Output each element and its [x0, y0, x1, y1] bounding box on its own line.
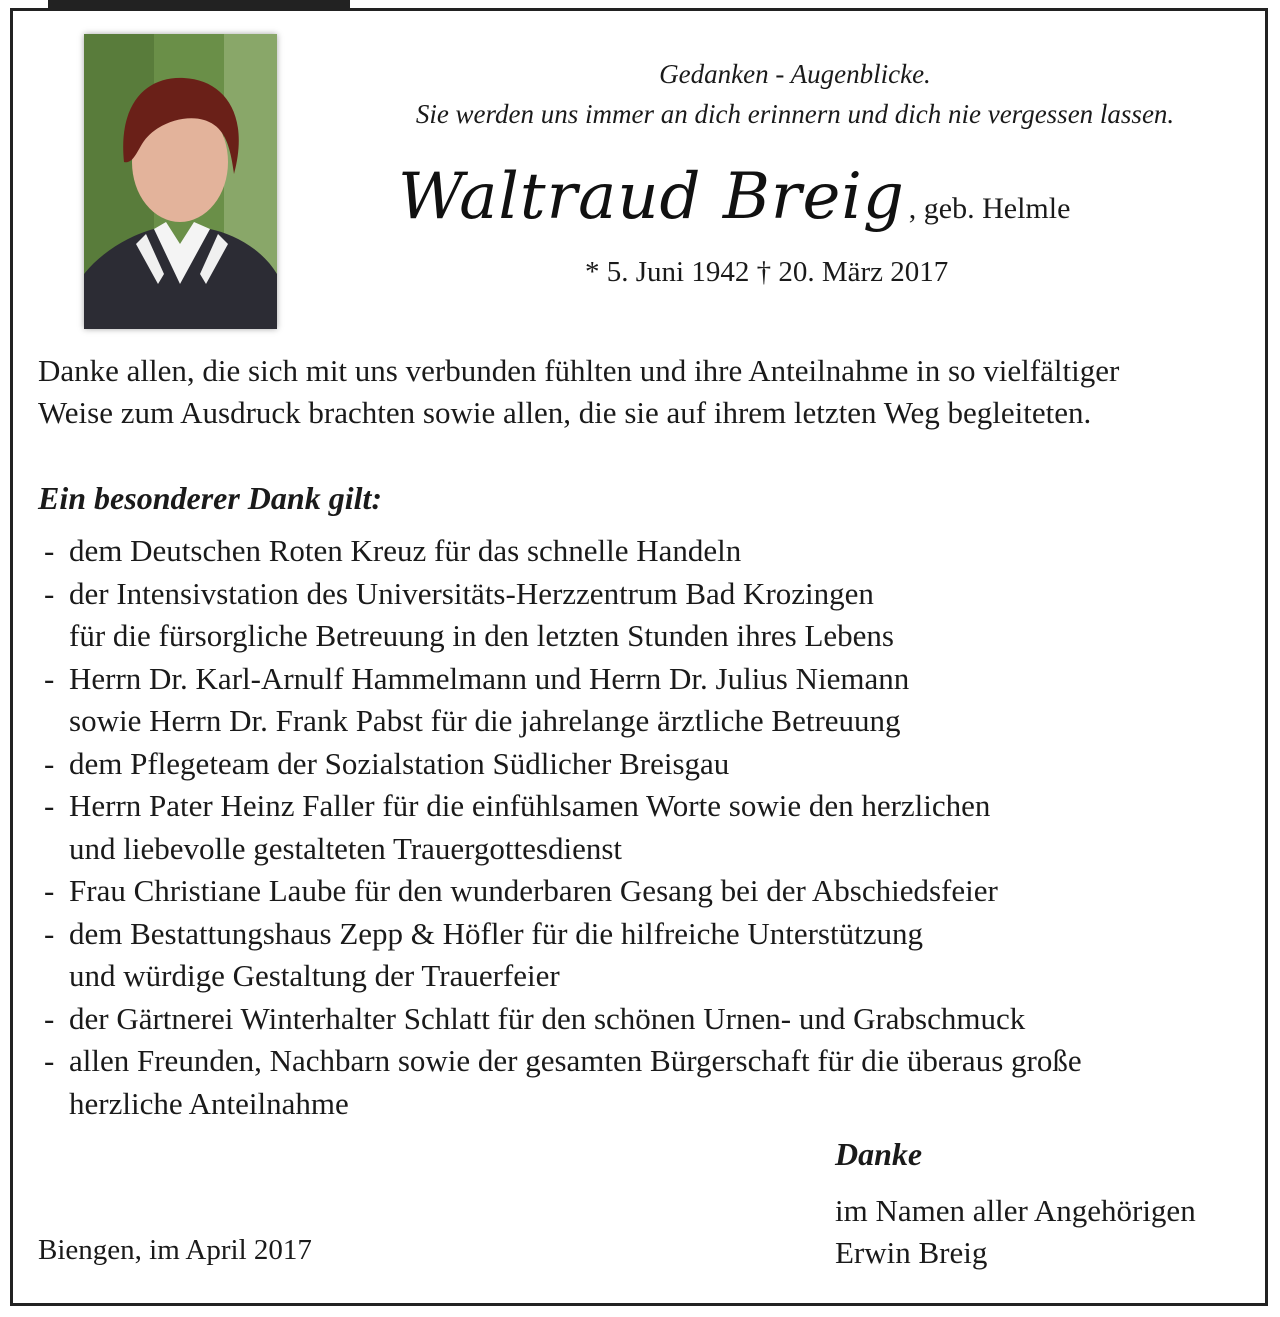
list-item-line: Herrn Dr. Karl-Arnulf Hammelmann und Herrn Dr. Julius Niemann [69, 660, 910, 696]
list-item [44, 913, 1244, 998]
list-item [44, 785, 1244, 870]
quote-line-2: Sie werden uns immer an dich erinnern und dich nie vergessen lassen. [415, 99, 1175, 129]
list-dash: - [44, 660, 55, 696]
deceased-name: Waltraud Breig [398, 160, 905, 234]
list-item-line: dem Pflegeteam der Sozialstation Südlicher Breisgau [69, 745, 730, 781]
portrait-photo [84, 34, 277, 329]
list-item [44, 870, 1244, 913]
list-item [44, 998, 1244, 1041]
closing-danke: Danke [835, 1136, 923, 1172]
list-item-line: der Intensivstation des Universitäts-Herzzentrum Bad Krozingen [69, 575, 874, 611]
special-thanks-title: Ein besonderer Dank gilt: [38, 480, 383, 516]
list-dash: - [44, 1043, 55, 1078]
list-item [44, 573, 1244, 658]
list-item-line: dem Deutschen Roten Kreuz für das schnelle Handeln [69, 533, 742, 568]
thanks-line-2: Weise zum Ausdruck brachten sowie allen, die sie auf ihrem letzten Weg begleiteten. [38, 395, 1092, 430]
signature-line-1: im Namen aller Angehörigen [835, 1193, 1196, 1228]
maiden-name: , geb. Helmle [908, 192, 1071, 225]
list-item-line: und liebevolle gestalteten Trauergottesdienst [69, 830, 623, 866]
list-item-line: und würdige Gestaltung der Trauerfeier [69, 958, 560, 993]
thanks-line-1: Danke allen, die sich mit uns verbunden fühlten und ihre Anteilnahme in so vielfältiger [38, 353, 1120, 388]
list-item-line: sowie Herrn Dr. Frank Pabst für die jahrelange ärztliche Betreuung [69, 703, 901, 738]
life-dates: * 5. Juni 1942 † 20. März 2017 [585, 256, 949, 288]
thanks-paragraph [38, 350, 1258, 434]
list-dash: - [44, 1000, 55, 1036]
portrait-illustration [84, 34, 277, 329]
list-item-line: Herrn Pater Heinz Faller für die einfühlsamen Worte sowie den herzlichen [69, 788, 991, 823]
list-item [44, 743, 1244, 786]
list-dash: - [44, 745, 55, 781]
list-dash: - [44, 915, 55, 951]
top-rule [48, 0, 350, 10]
list-dash: - [44, 788, 55, 823]
signature-line-2: Erwin Breig [835, 1235, 988, 1270]
list-item [44, 658, 1244, 743]
list-dash: - [44, 873, 55, 908]
name-row [398, 160, 1258, 260]
list-item-line: Frau Christiane Laube für den wunderbaren Gesang bei der Abschiedsfeier [69, 873, 998, 908]
list-item-line: der Gärtnerei Winterhalter Schlatt für den schönen Urnen- und Grabschmuck [69, 1000, 1026, 1036]
list-dash: - [44, 575, 55, 611]
quote-line-1: Gedanken - Augenblicke. [659, 59, 931, 89]
thanks-list [44, 530, 1244, 1125]
list-item-line: allen Freunden, Nachbarn sowie der gesamten Bürgerschaft für die überaus große [69, 1043, 1082, 1078]
list-item [44, 530, 1244, 573]
list-item-line: für die fürsorgliche Betreuung in den letzten Stunden ihres Lebens [69, 618, 894, 653]
list-item [44, 1040, 1244, 1125]
list-item-line: herzliche Anteilnahme [69, 1085, 349, 1121]
signature-block [835, 1190, 1196, 1274]
list-dash: - [44, 533, 55, 568]
place-date: Biengen, im April 2017 [38, 1234, 312, 1266]
list-item-line: dem Bestattungshaus Zepp & Höfler für die hilfreiche Unterstützung [69, 915, 923, 951]
